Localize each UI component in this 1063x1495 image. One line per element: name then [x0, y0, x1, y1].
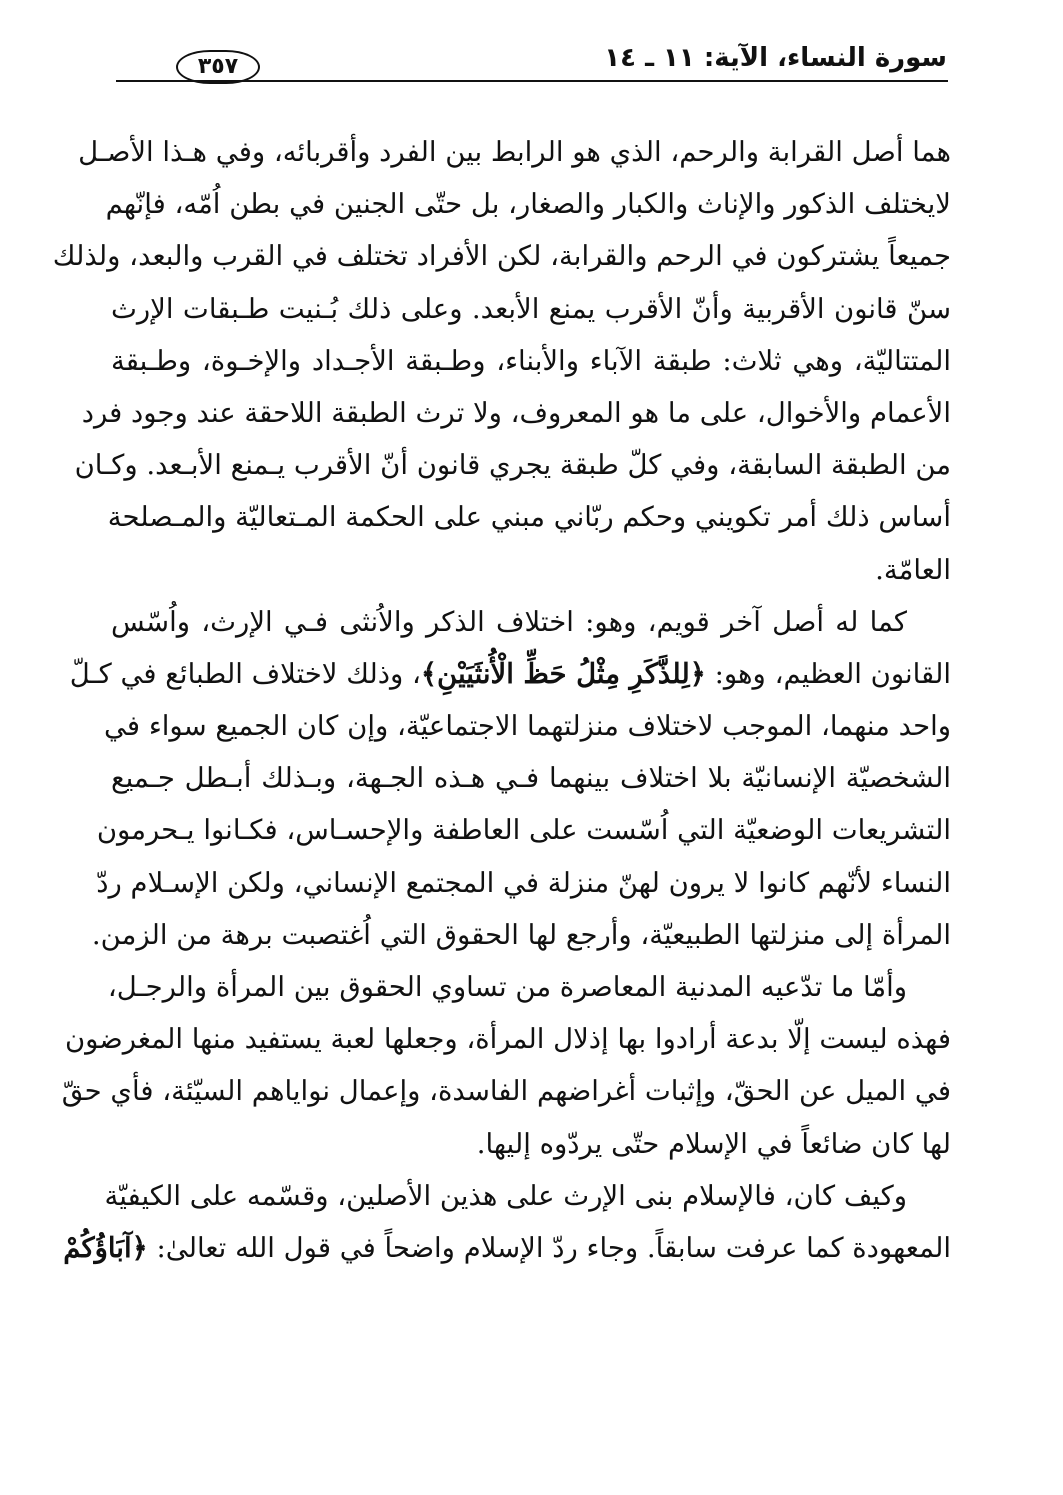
- text-line: فهذه ليست إلّا بدعة أرادوا بها إذلال المرأة، وجعلها لعبة يستفيد منها المغرضون: [64, 1023, 951, 1056]
- text-line: من الطبقة السابقة، وفي كلّ طبقة يجري قانون أنّ الأقرب يـمنع الأبـعد. وكـان: [74, 449, 951, 482]
- text-line: المرأة إلى منزلتها الطبيعيّة، وأرجع لها الحقوق التي اُغتصبت برهة من الزمن.: [91, 918, 951, 951]
- text-line-with-verse: [63, 1222, 951, 1274]
- text-line-with-verse: [69, 648, 951, 700]
- paragraph-2: [69, 596, 951, 961]
- text-line: العامّة.: [875, 553, 951, 586]
- text-segment: المعهودة كما عرفت سابقاً. وجاء ردّ الإسلام واضحاً في قول الله تعالىٰ:: [147, 1231, 951, 1264]
- text-line: الأعمام والأخوال، على ما هو المعروف، ولا ترث الطبقة اللاحقة عند وجود فرد: [81, 396, 951, 429]
- text-line: أساس ذلك أمر تكويني وحكم ربّاني مبني على الحكمة المـتعاليّة والمـصلحة: [107, 501, 951, 534]
- text-line: لايختلف الذكور والإناث والكبار والصغار، بل حتّى الجنين في بطن اُمّه، فإنّهم: [105, 188, 951, 221]
- text-line: النساء لأنّهم كانوا لا يرون لهنّ منزلة في المجتمع الإنساني، ولكن الإسـلام ردّ: [96, 866, 951, 899]
- text-line: في الميل عن الحقّ، وإثبات أغراضهم الفاسدة، وإعمال نواياهم السيّئة، فأي حقّ: [61, 1075, 951, 1108]
- header-rule: [116, 80, 948, 82]
- body-text: [52, 126, 951, 1274]
- text-segment: ، وذلك لاختلاف الطبائع في كـلّ: [69, 657, 421, 690]
- text-line: كما له أصل آخر قويم، وهو: اختلاف الذكر والاُنثى فـي الإرث، واُسّس: [111, 605, 908, 638]
- text-segment: القانون العظيم، وهو:: [705, 657, 951, 690]
- text-line: المتتاليّة، وهي ثلاث: طبقة الآباء والأبناء، وطـبقة الأجـداد والإخـوة، وطـبقة: [111, 344, 951, 377]
- paragraph-4: [63, 1170, 951, 1274]
- paragraph-3: [61, 961, 951, 1170]
- paragraph-1: [52, 126, 951, 596]
- text-line: واحد منهما، الموجب لاختلاف منزلتهما الاجتماعيّة، وإن كان الجميع سواء في: [104, 710, 951, 743]
- text-line: سنّ قانون الأقربية وأنّ الأقرب يمنع الأبعد. وعلى ذلك بُـنيت طـبقات الإرث: [111, 292, 951, 325]
- text-line: لها كان ضائعاً في الإسلام حتّى يردّوه إليها.: [476, 1127, 951, 1160]
- text-line: وأمّا ما تدّعيه المدنية المعاصرة من تساوي الحقوق بين المرأة والرجـل،: [107, 971, 907, 1003]
- text-line: هما أصل القرابة والرحم، الذي هو الرابط بين الفرد وأقربائه، وفي هـذا الأصـل: [78, 136, 951, 168]
- text-line: وكيف كان، فالإسلام بنى الإرث على هذين الأصلين، وقسّمه على الكيفيّة: [104, 1179, 907, 1212]
- quran-verse: ﴿لِلذَّكَرِ مِثْلُ حَظِّ الْأُنثَيَيْنِ﴾: [420, 657, 706, 690]
- page-number-badge: ٣٥٧: [176, 50, 260, 84]
- text-line: التشريعات الوضعيّة التي اُسّست على العاطفة والإحسـاس، فكـانوا يـحرمون: [96, 814, 951, 847]
- running-title: سورة النساء، الآية: ١١ ـ ١٤: [604, 43, 947, 73]
- text-line: جميعاً يشتركون في الرحم والقرابة، لكن الأفراد تختلف في القرب والبعد، ولذلك: [52, 240, 951, 273]
- text-line: الشخصيّة الإنسانيّة بلا اختلاف بينهما فـي هـذه الجـهة، وبـذلك أبـطل جـميع: [111, 762, 951, 795]
- quran-verse: ﴿آبَاؤُكُمْ: [63, 1231, 148, 1264]
